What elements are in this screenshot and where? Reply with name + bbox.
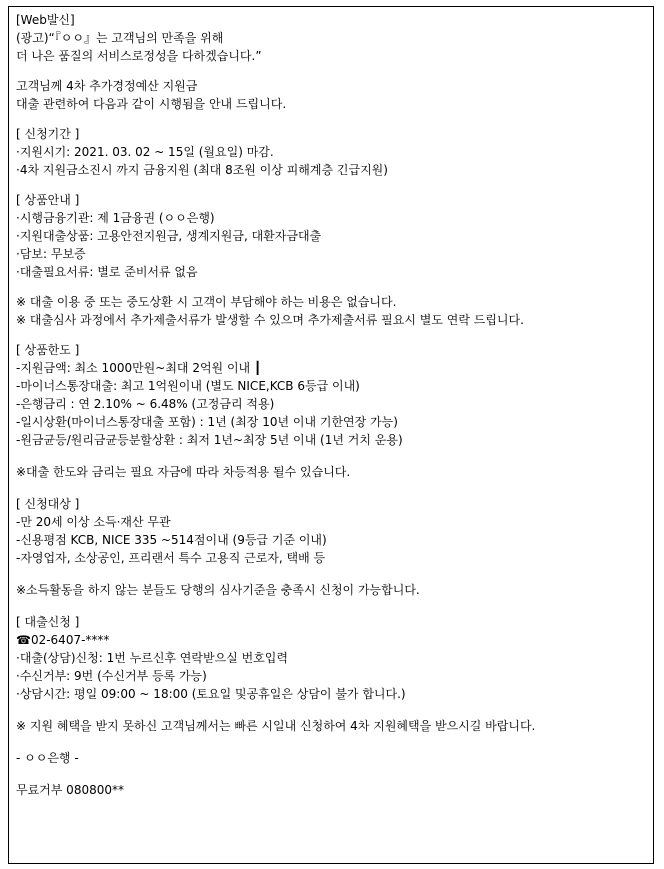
product-item: ·지원대출상품: 고용안전지원금, 생계지원금, 대환자금대출: [16, 229, 322, 243]
ad-line-1: (광고)“『ㅇㅇ』는 고객님의 만족을 위해: [16, 31, 224, 45]
product-section-title: [ 상품안내 ]: [16, 193, 80, 207]
apply-item: ·상담시간: 평일 09:00 ~ 18:00 (토요일 및공휴일은 상담이 불가 합니다.): [16, 687, 406, 701]
product-item: ·시행금융기관: 제 1금융권 (ㅇㅇ은행): [16, 211, 215, 225]
bank-signature: - ㅇㅇ은행 -: [16, 751, 79, 765]
target-notice: ※소득활동을 하지 않는 분들도 당행의 심사기준을 충족시 신청이 가능합니다.: [16, 583, 420, 597]
period-item: ·4차 지원금소진시 까지 금융지원 (최대 8조원 이상 피해계층 긴급지원): [16, 163, 388, 177]
closing-notice: ※ 지원 혜택을 받지 못하신 고객님께서는 빠른 시일내 신청하여 4차 지원혜택을 받으시길 바랍니다.: [16, 719, 536, 733]
limit-item: -은행금리 : 연 2.10% ~ 6.48% (고정금리 적용): [16, 397, 275, 411]
limit-item: -원금균등/원리금균등분할상환 : 최저 1년~최장 5년 이내 (1년 거치 운용): [16, 433, 403, 447]
apply-section-title: [ 대출신청 ]: [16, 615, 80, 629]
intro-line-2: 대출 관련하여 다음과 같이 시행됨을 안내 드립니다.: [16, 97, 287, 111]
web-sender-tag: [Web발신]: [16, 13, 75, 27]
target-item: -만 20세 이상 소득·재산 무관: [16, 515, 171, 529]
apply-item: ·대출(상담)신청: 1번 누르신후 연락받으실 번호입력: [16, 651, 288, 665]
product-item: ·담보: 무보증: [16, 247, 86, 261]
ad-line-2: 더 나은 품질의 서비스로정성을 다하겠습니다.”: [16, 49, 262, 63]
phone-number: ☎02-6407-****: [16, 633, 110, 647]
target-item: -자영업자, 소상공인, 프리랜서 특수 고용직 근로자, 택배 등: [16, 551, 326, 565]
sms-message-document: [8, 6, 654, 864]
product-item: ·대출필요서류: 별로 준비서류 없음: [16, 265, 198, 279]
period-section-title: [ 신청기간 ]: [16, 127, 80, 141]
apply-item: ·수신거부: 9번 (수신거부 등록 가능): [16, 669, 207, 683]
notice-line: ※ 대출심사 과정에서 추가제출서류가 발생할 수 있으며 추가제출서류 필요시 별도 연락 드립니다.: [16, 313, 524, 327]
limit-notice: ※대출 한도와 금리는 필요 자금에 따라 차등적용 될수 있습니다.: [16, 465, 351, 479]
opt-out-footer: 무료거부 080800**: [16, 783, 124, 797]
target-section-title: [ 신청대상 ]: [16, 497, 80, 511]
notice-line: ※ 대출 이용 중 또는 중도상환 시 고객이 부담해야 하는 비용은 없습니다.: [16, 295, 397, 309]
target-item: -신용평점 KCB, NICE 335 ~514점이내 (9등급 기준 이내): [16, 533, 327, 547]
limit-item: -지원금액: 최소 1000만원~최대 2억원 이내 ┃: [16, 361, 262, 375]
limit-item: -마이너스통장대출: 최고 1억원이내 (별도 NICE,KCB 6등급 이내): [16, 379, 360, 393]
period-item: ·지원시기: 2021. 03. 02 ~ 15일 (월요일) 마감.: [16, 145, 274, 159]
intro-line-1: 고객님께 4차 추가경정예산 지원금: [16, 79, 198, 93]
limit-section-title: [ 상품한도 ]: [16, 343, 80, 357]
limit-item: -일시상환(마이너스통장대출 포함) : 1년 (최장 10년 이내 기한연장 가능): [16, 415, 398, 429]
